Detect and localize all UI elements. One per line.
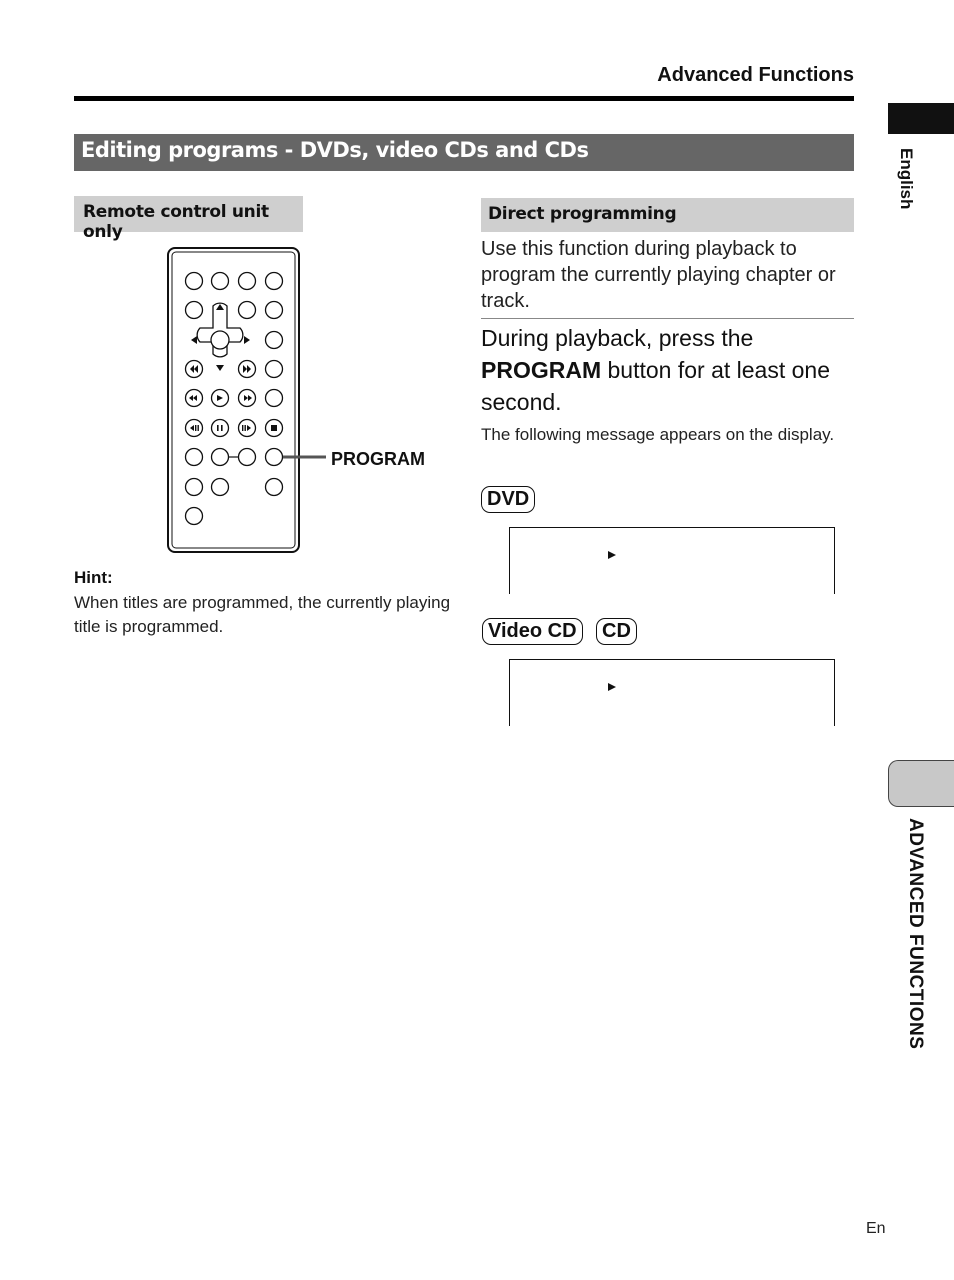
section-title: Editing programs - DVDs, video CDs and CDs bbox=[74, 134, 854, 171]
remote-control-illustration bbox=[160, 240, 440, 565]
header-rule bbox=[74, 96, 854, 101]
result-text: The following message appears on the display. bbox=[481, 425, 835, 444]
step-program-button-name: PROGRAM bbox=[481, 357, 602, 383]
cd-display-screen bbox=[509, 659, 835, 726]
section-tab-label: ADVANCED FUNCTIONS bbox=[905, 818, 926, 1050]
intro-text: Use this function during playback to program the currently playing chapter or track. bbox=[481, 238, 836, 312]
video-cd-badge: Video CD bbox=[482, 618, 583, 645]
language-tab bbox=[888, 103, 954, 134]
intro-rule bbox=[481, 318, 854, 319]
language-tab-label: English bbox=[897, 148, 916, 210]
step-text-post: button for at least one second. bbox=[481, 357, 831, 415]
cd-badge: CD bbox=[596, 618, 637, 645]
dvd-badge: DVD bbox=[481, 486, 535, 513]
play-triangle-icon bbox=[608, 551, 616, 559]
hint-text: When titles are programmed, the currently playing title is programmed. bbox=[74, 593, 451, 636]
running-header-title: Advanced Functions bbox=[657, 64, 854, 86]
program-button-callout: PROGRAM bbox=[331, 449, 425, 469]
section-thumb-tab bbox=[888, 760, 954, 807]
play-triangle-icon bbox=[608, 683, 616, 691]
step-instruction bbox=[481, 322, 854, 418]
page-language-code: En bbox=[866, 1220, 886, 1237]
hint-title: Hint: bbox=[74, 568, 113, 587]
direct-programming-label: Direct programming bbox=[481, 198, 854, 232]
remote-only-label: Remote control unit only bbox=[74, 196, 303, 232]
dvd-display-screen bbox=[509, 527, 835, 594]
step-text-pre: During playback, press the bbox=[481, 325, 754, 351]
